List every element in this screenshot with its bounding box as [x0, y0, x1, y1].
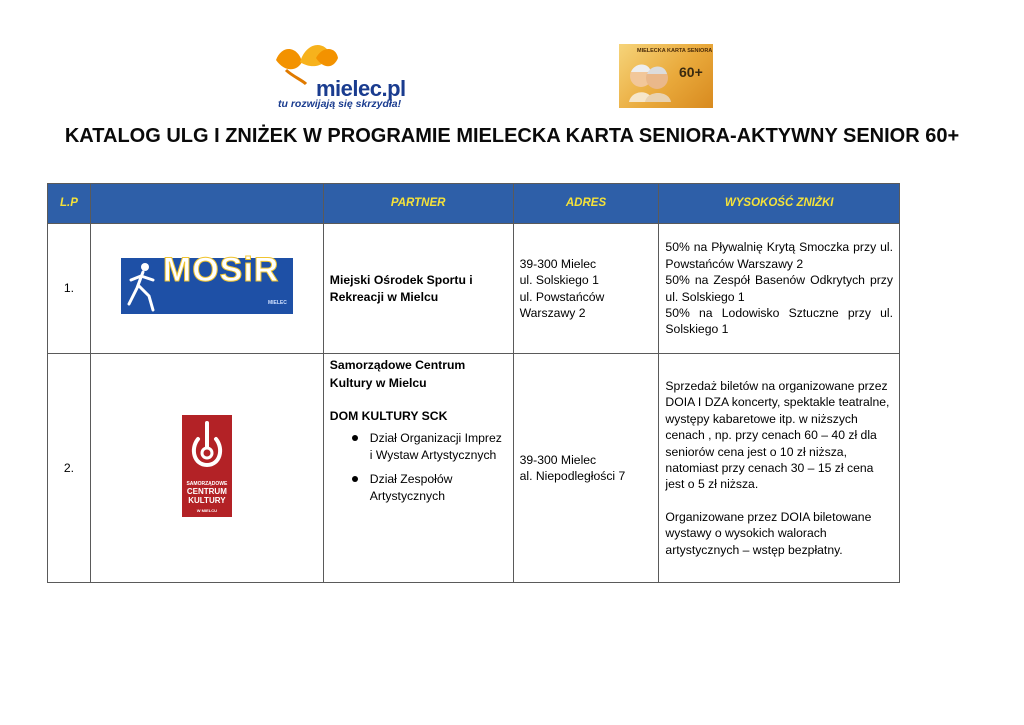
mielec-tagline: tu rozwijają się skrzydła!	[278, 98, 402, 110]
header-discount: WYSOKOŚĆ ZNIŻKI	[659, 184, 900, 224]
senior-couple-image	[623, 58, 675, 102]
address-line: 39-300 Mielec	[519, 256, 597, 271]
table-row	[48, 354, 900, 583]
header-logo	[90, 184, 323, 224]
discount-item: 50% na Zespół Basenów Odkrytych przy ul. Solskiego 1	[665, 273, 893, 304]
header-address: ADRES	[513, 184, 659, 224]
mosir-sub: MIELEC	[267, 299, 287, 306]
bullet-icon	[352, 476, 358, 482]
partner-info	[323, 354, 513, 583]
discount-description	[659, 354, 900, 583]
sck-logo-line: W MIELCU	[196, 507, 217, 513]
mosir-wordmark: MOSiR	[162, 251, 280, 290]
address-line: al. Niepodległości 7	[519, 469, 626, 483]
senior-card-logo	[619, 44, 713, 108]
card-age: 60+	[679, 64, 703, 80]
list-item: Dział Zespołów Artystycznych	[370, 471, 507, 504]
partner-name: Miejski Ośrodek Sportu i Rekreacji w Mielcu	[323, 224, 513, 354]
document-title: KATALOG ULG I ZNIŻEK W PROGRAMIE MIELECKA KARTA SENIORA-AKTYWNY SENIOR 60+	[64, 125, 960, 147]
table-row	[48, 224, 900, 354]
partner-address	[513, 354, 659, 583]
address-line: ul. Solskiego 1	[519, 273, 599, 288]
address-line: ul. Powstańców Warszawy 2	[519, 289, 605, 320]
discount-item: 50% na Pływalnię Krytą Smoczka przy ul. Powstańców Warszawy 2	[665, 240, 893, 271]
runner-icon	[123, 258, 163, 314]
mielec-wordmark: mielec.pl	[316, 76, 406, 101]
sck-logo-line: CENTRUM	[186, 486, 227, 496]
sck-logo-line: KULTURY	[188, 495, 226, 505]
discount-item: Organizowane przez DOIA biletowane wystawy o wysokich walorach artystycznych – wstęp bezpłatny.	[665, 509, 872, 557]
partner-address	[513, 224, 659, 354]
mosir-logo	[121, 251, 293, 314]
discount-description	[659, 224, 900, 354]
department-list	[330, 430, 507, 504]
sck-logo	[182, 415, 232, 517]
sck-emblem-icon	[182, 417, 232, 477]
list-item: Dział Organizacji Imprez i Wystaw Artystycznych	[370, 430, 507, 463]
address-line: 39-300 Mielec	[519, 452, 597, 467]
table-header-row	[48, 184, 900, 224]
mielec-pl-logo	[272, 40, 406, 112]
partner-subunit: DOM KULTURY SCK	[329, 409, 448, 423]
row-number: 1.	[48, 224, 91, 354]
card-title: MIELECKA KARTA SENIORA	[637, 48, 713, 54]
sck-logo-line: SAMORZĄDOWE	[186, 480, 228, 487]
bullet-icon	[352, 435, 358, 441]
row-number: 2.	[48, 354, 91, 583]
header-partner: PARTNER	[323, 184, 513, 224]
partner-logo-cell	[90, 224, 323, 354]
discount-item: Sprzedaż biletów na organizowane przez DOIA I DZA koncerty, spektakle teatralne, występy kabaretowe itp. w niższych cenach , np. przy cenach 60 – 40 zł dla seniorów cena jest o 10 zł niższa, natomiast przy cenach 30 – 15 zł cena jest o 5 zł niższa.	[665, 378, 890, 492]
discount-item: 50% na Lodowisko Sztuczne przy ul. Solskiego 1	[665, 305, 893, 337]
partner-logo-cell	[90, 354, 323, 583]
header-lp: L.P	[48, 184, 91, 224]
partner-name: Samorządowe Centrum Kultury w Mielcu	[329, 358, 466, 390]
discount-catalog-table	[47, 183, 900, 583]
